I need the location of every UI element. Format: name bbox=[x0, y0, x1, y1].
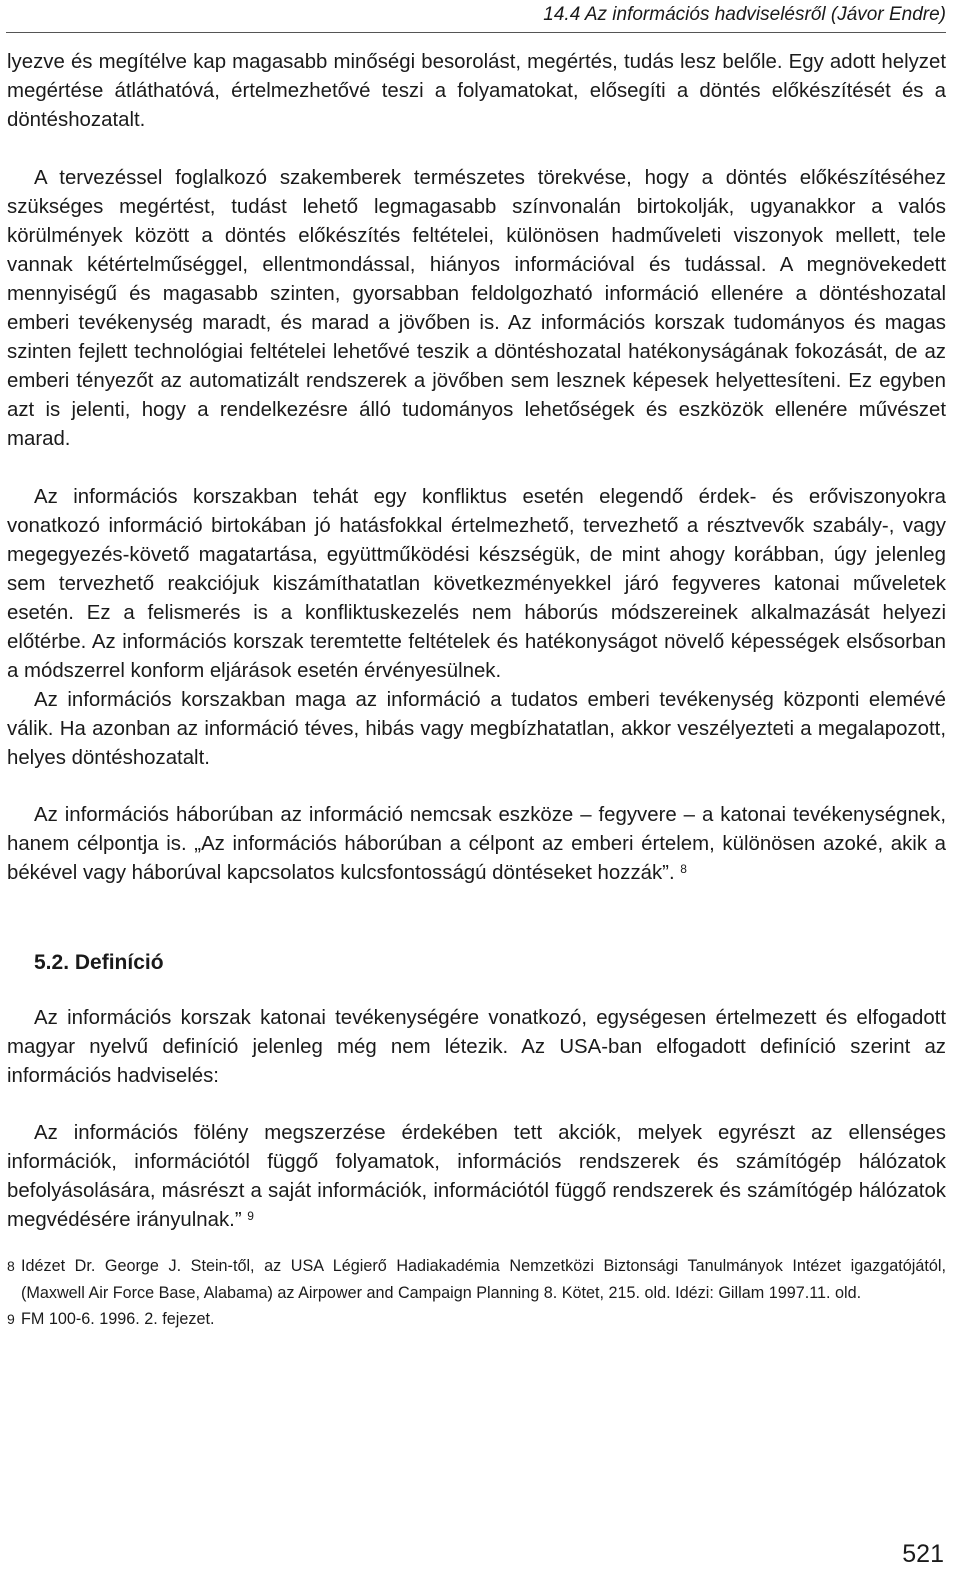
paragraph-continuation: lyezve és megítélve kap magasabb minőségi besorolást, megértés, tudás lesz belőle. Egy adott helyzet megértése átláthatóvá, értelmezhetővé teszi a folyamatokat, elősegíti a döntés előkészítését és a döntéshozatalt. bbox=[7, 51, 946, 131]
paragraph-definition-intro: Az információs korszak katonai tevékenységére vonatkozó, egységesen értelmezett és elfogadott magyar nyelvű definíció jelenleg még nem létezik. Az USA-ban elfogadott definíció szerint az információs hadviselés: bbox=[7, 1007, 946, 1087]
section-heading: 5.2. Definíció bbox=[34, 951, 164, 974]
running-header bbox=[0, 4, 946, 26]
running-title: 14.4 Az információs hadviselésről (Jávor Endre) bbox=[543, 4, 946, 25]
definition-text: Az információs fölény megszerzése érdekében tett akciók, melyek egyrészt az ellenséges információk, információtól függő folyamatok, információs rendszerek és számítógép hálózatok befolyásolására, másrészt a saját információk, információtól függő rendszerek és számítógép hálózatok megvédésére irányulnak.” bbox=[7, 1122, 946, 1231]
header-divider bbox=[6, 32, 946, 33]
footnote-9 bbox=[7, 1306, 946, 1333]
paragraph-definition bbox=[7, 1119, 946, 1235]
footnote-ref-8: 8 bbox=[680, 862, 687, 876]
paragraph-information-warfare-quote bbox=[7, 801, 946, 888]
page-body bbox=[7, 48, 946, 1333]
footnote-text: FM 100-6. 1996. 2. fejezet. bbox=[21, 1310, 215, 1328]
page-number: 521 bbox=[902, 1540, 944, 1568]
footnotes bbox=[7, 1253, 946, 1333]
footnote-ref-9: 9 bbox=[247, 1209, 254, 1223]
footnote-number: 9 bbox=[7, 1311, 15, 1327]
footnote-text: Idézet Dr. George J. Stein-től, az USA Légierő Hadiakadémia Nemzetközi Biztonsági Tanulmányok Intézet igazgatójától, (Maxwell Air Force Base, Alabama) az Airpower and Campaign Planning 8. Kötet, 215. old. Idézi: Gillam 1997.11. old. bbox=[21, 1257, 946, 1302]
paragraph-decision-planning: A tervezéssel foglalkozó szakemberek természetes törekvése, hogy a döntés előkészítéséhez szükséges megértést, tudást lehető legmagasabb színvonalán birtokolják, ugyanakkor a valós körülmények között a döntés előkészítés feltételei, különösen hadműveleti viszonyok mellett, tele vannak kétértelműséggel, ellentmondással, hiányos információval és tudással. A megnövekedett mennyiségű és magasabb szinten, gyorsabban feldolgozható információ ellenére a döntéshozatal emberi tevékenység maradt, és marad a jövőben is. Az információs korszak tudományos és magas szinten fejlett technológiai feltételei lehetővé teszik a döntéshozatal hatékonyságának fokozását, de az emberi tényezőt az automatizált rendszerek a jövőben sem lesznek képesek helyettesíteni. Ez egyben azt is jelenti, hogy a rendelkezésre álló tudományos lehetőségek és eszközök ellenére művészet marad. bbox=[7, 167, 946, 450]
footnote-8 bbox=[7, 1253, 946, 1306]
footnote-number: 8 bbox=[7, 1258, 15, 1274]
paragraph-information-age-conflict: Az információs korszakban tehát egy konfliktus esetén elegendő érdek- és erőviszonyokra vonatkozó információ birtokában jó hatásfokkal értelmezhető, tervezhető a résztvevők szabály-, vagy megegyezés-követő magatartása, együttműködési készségük, de mint ahogy korábban, úgy jelenleg sem tervezhető reakciójuk kiszámíthatatlan következményekkel járó fegyveres katonai műveletek esetén. Ez a felismerés is a konfliktuskezelés nem háborús módszereinek alkalmazását helyezi előtérbe. Az információs korszak teremtette feltételek és hatékonyságot növelő képességek elsősorban a módszerrel konform eljárások esetén érvényesülnek. bbox=[7, 486, 946, 682]
quote-text: Az információs háborúban az információ nemcsak eszköze – fegyvere – a katonai tevékenységnek, hanem célpontja is. „Az információs háborúban a célpont az emberi értelem, különösen azoké, akik a békével vagy háborúval kapcsolatos kulcsfontosságú döntéseket hozzák”. bbox=[7, 804, 946, 884]
paragraph-information-central: Az információs korszakban maga az információ a tudatos emberi tevékenység központi elemévé válik. Ha azonban az információ téves, hibás vagy megbízhatatlan, akkor veszélyezteti a megalapozott, helyes döntéshozatalt. bbox=[7, 689, 946, 769]
